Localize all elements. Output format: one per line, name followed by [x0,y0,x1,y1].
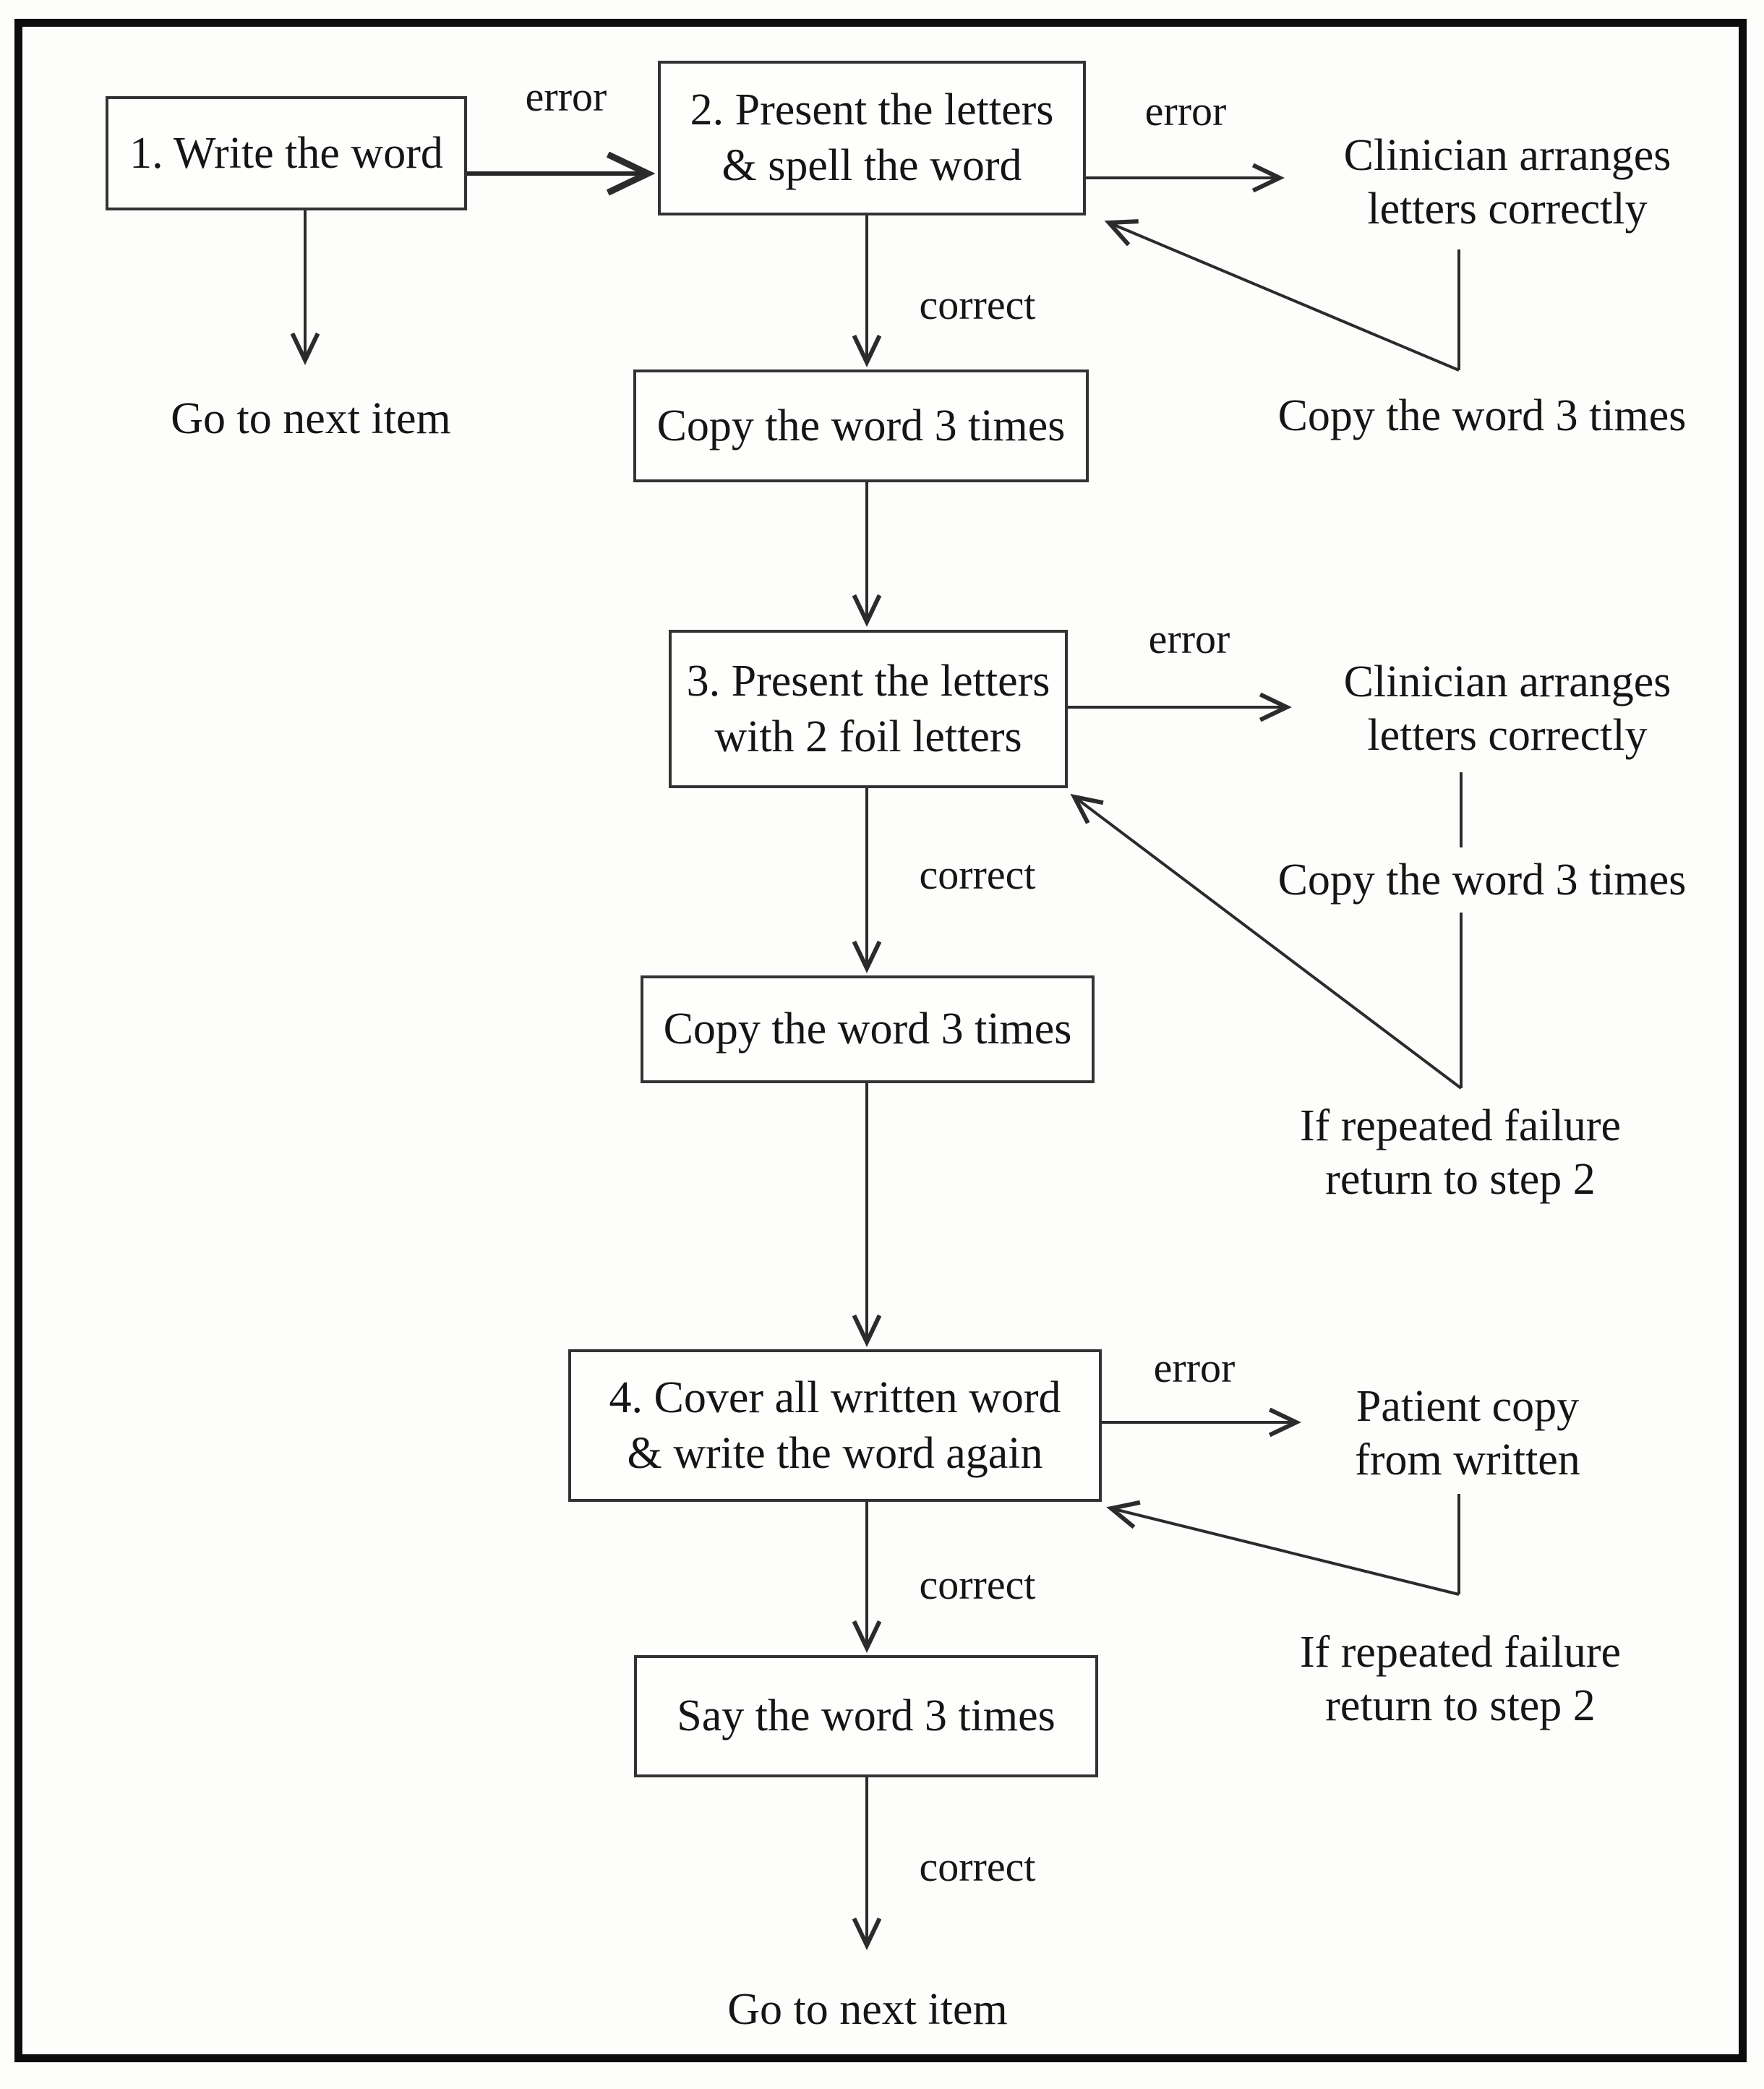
arrow-return-to-step2 [1109,223,1459,370]
clinician-1-line2: letters correctly [1367,184,1648,234]
step2-text-line2: & spell the word [722,141,1022,190]
correct-label-4: correct [919,1843,1036,1890]
patient-copy-text [1323,1380,1612,1487]
step3-text-line2: with 2 foil letters [714,712,1022,761]
copy-word-note-2 [1251,853,1713,907]
copy-word-box-1-text: Copy the word 3 times [656,401,1066,450]
repeat-1-line2: return to step 2 [1325,1155,1596,1205]
error-label-2: error [1144,87,1227,134]
correct-label-3: correct [919,1561,1036,1608]
clinician-arranges-text-2 [1298,655,1717,763]
error-label-1: error [525,73,607,120]
say-word-box [634,1655,1098,1777]
step4-text-line2: & write the word again [627,1428,1043,1478]
patient-copy-line1: Patient copy [1356,1382,1580,1431]
repeat-2-line1: If repeated failure [1299,1628,1622,1677]
copy-note-2-line: Copy the word 3 times [1277,855,1687,905]
step4-text-line1: 4. Cover all written word [609,1372,1061,1422]
go-next-item-bottom-line: Go to next item [727,1985,1008,2034]
step4-box [568,1349,1102,1502]
go-next-item-top-line: Go to next item [171,394,451,443]
step1-box [106,96,467,210]
go-next-item-bottom-text [712,1983,1023,2036]
clinician-1-line1: Clinician arranges [1343,131,1671,180]
step2-text-line1: 2. Present the letters [690,85,1054,135]
clinician-2-line1: Clinician arranges [1343,657,1671,706]
step2-box [658,61,1086,215]
arrow-return-to-step3 [1074,797,1461,1088]
copy-word-box-1 [633,369,1089,482]
repeated-failure-note-1 [1258,1099,1663,1207]
copy-word-box-2 [641,975,1095,1083]
copy-word-note-1 [1251,389,1713,443]
copy-note-1-line: Copy the word 3 times [1277,391,1687,440]
clinician-2-line2: letters correctly [1367,711,1648,761]
repeat-2-line2: return to step 2 [1325,1681,1596,1731]
patient-copy-line2: from written [1355,1435,1580,1485]
copy-word-box-2-text: Copy the word 3 times [663,1004,1072,1054]
step3-text-line1: 3. Present the letters [686,656,1050,706]
say-word-box-text: Say the word 3 times [677,1691,1056,1741]
error-label-3: error [1148,615,1230,662]
arrow-return-to-step4 [1111,1508,1459,1594]
correct-label-2: correct [919,851,1036,898]
repeat-1-line1: If repeated failure [1299,1101,1622,1150]
step3-box [669,630,1068,788]
error-label-4: error [1153,1344,1236,1391]
go-next-item-top-text [130,392,492,445]
correct-label-1: correct [919,281,1036,328]
repeated-failure-note-2 [1258,1626,1663,1733]
clinician-arranges-text-1 [1298,129,1717,236]
step1-text: 1. Write the word [129,128,443,178]
